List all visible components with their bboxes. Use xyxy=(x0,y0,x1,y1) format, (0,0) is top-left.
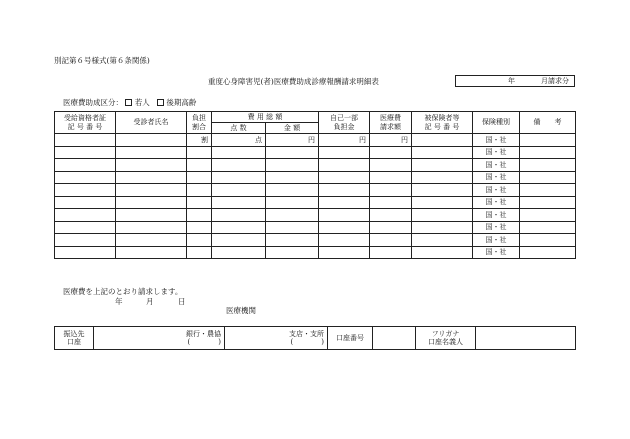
self-pay-cell[interactable] xyxy=(319,184,370,197)
date-day: 日 xyxy=(178,297,186,306)
insurance-type-cell[interactable]: 国・社 xyxy=(473,221,520,234)
table-row xyxy=(55,146,576,159)
table-row xyxy=(55,171,576,184)
hdr-insured-number: 被保険者等 記 号 番 号 xyxy=(412,112,473,134)
burden-ratio-cell[interactable] xyxy=(187,196,212,209)
insured-number-cell[interactable] xyxy=(412,171,473,184)
category-label: 医療費助成区分： xyxy=(63,98,123,107)
points-cell[interactable] xyxy=(212,196,266,209)
form-title: 重度心身障害児(者)医療費助成診療報酬請求明細表 xyxy=(208,77,379,86)
amount-cell[interactable] xyxy=(266,209,319,222)
amount-cell[interactable] xyxy=(266,159,319,172)
self-pay-cell[interactable] xyxy=(319,234,370,247)
hdr-claim-amount: 医療費 請求額 xyxy=(370,112,412,134)
insured-number-cell[interactable] xyxy=(412,159,473,172)
table-row xyxy=(55,234,576,247)
cert-number-cell[interactable] xyxy=(55,209,116,222)
claim-amount-cell[interactable] xyxy=(370,246,412,259)
insured-number-cell[interactable] xyxy=(412,196,473,209)
self-pay-cell[interactable] xyxy=(319,246,370,259)
insurance-type-cell[interactable]: 国・社 xyxy=(473,196,520,209)
remarks-cell[interactable] xyxy=(520,234,576,247)
holder-label: フリガナ 口座名義人 xyxy=(416,327,476,350)
hdr-amount: 金 額 xyxy=(266,123,319,134)
claim-amount-cell[interactable] xyxy=(370,234,412,247)
insurance-type-cell[interactable]: 国・社 xyxy=(473,146,520,159)
amount-cell[interactable] xyxy=(266,171,319,184)
transfer-label: 振込先 口座 xyxy=(55,327,94,350)
form-number: 別記第６号様式(第６条関係) xyxy=(54,56,150,65)
burden-ratio-cell[interactable] xyxy=(187,159,212,172)
self-pay-cell[interactable]: 円 xyxy=(319,134,370,147)
remarks-cell[interactable] xyxy=(520,209,576,222)
branch-field[interactable]: 支店・支所 ( ) xyxy=(225,327,328,350)
checkbox-young[interactable] xyxy=(125,99,132,106)
cert-number-cell[interactable] xyxy=(55,221,116,234)
claims-table xyxy=(54,111,576,259)
hdr-burden-ratio: 負担 割合 xyxy=(187,112,212,134)
insured-number-cell[interactable] xyxy=(412,134,473,147)
insurance-type-cell[interactable]: 国・社 xyxy=(473,134,520,147)
date-year: 年 xyxy=(115,297,123,306)
self-pay-cell[interactable] xyxy=(319,171,370,184)
amount-cell[interactable] xyxy=(266,246,319,259)
remarks-cell[interactable] xyxy=(520,221,576,234)
points-cell[interactable] xyxy=(212,146,266,159)
bank-row xyxy=(55,327,576,350)
burden-ratio-cell[interactable] xyxy=(187,171,212,184)
remarks-cell[interactable] xyxy=(520,246,576,259)
remarks-cell[interactable] xyxy=(520,134,576,147)
burden-ratio-cell[interactable] xyxy=(187,209,212,222)
hdr-insurance-type: 保険種別 xyxy=(473,112,520,134)
burden-ratio-cell[interactable]: 割 xyxy=(187,134,212,147)
amount-cell[interactable] xyxy=(266,221,319,234)
remarks-cell[interactable] xyxy=(520,171,576,184)
date-month: 月 xyxy=(146,297,154,306)
amount-cell[interactable]: 円 xyxy=(266,134,319,147)
table-row xyxy=(55,221,576,234)
claim-amount-cell[interactable] xyxy=(370,171,412,184)
insured-number-cell[interactable] xyxy=(412,146,473,159)
self-pay-cell[interactable] xyxy=(319,209,370,222)
claim-amount-cell[interactable] xyxy=(370,159,412,172)
points-cell[interactable] xyxy=(212,184,266,197)
claim-amount-cell[interactable]: 円 xyxy=(370,134,412,147)
claim-amount-cell[interactable] xyxy=(370,146,412,159)
amount-cell[interactable] xyxy=(266,196,319,209)
self-pay-cell[interactable] xyxy=(319,146,370,159)
remarks-cell[interactable] xyxy=(520,184,576,197)
checkbox-elderly[interactable] xyxy=(157,99,164,106)
bank-table xyxy=(54,326,576,350)
points-cell[interactable] xyxy=(212,209,266,222)
table-row xyxy=(55,209,576,222)
table-row xyxy=(55,134,576,147)
claim-period-box xyxy=(455,75,575,87)
points-cell[interactable] xyxy=(212,234,266,247)
patient-name-cell[interactable] xyxy=(116,246,187,259)
insured-number-cell[interactable] xyxy=(412,246,473,259)
self-pay-cell[interactable] xyxy=(319,221,370,234)
patient-name-cell[interactable] xyxy=(116,146,187,159)
insurance-type-cell[interactable]: 国・社 xyxy=(473,159,520,172)
header-row-1 xyxy=(55,112,576,123)
remarks-cell[interactable] xyxy=(520,159,576,172)
cert-number-cell[interactable] xyxy=(55,134,116,147)
insurance-type-cell[interactable]: 国・社 xyxy=(473,209,520,222)
patient-name-cell[interactable] xyxy=(116,221,187,234)
hdr-points: 点 数 xyxy=(212,123,266,134)
amount-cell[interactable] xyxy=(266,146,319,159)
claim-year-label: 年 xyxy=(508,76,515,85)
account-number-label: 口座番号 xyxy=(328,327,373,350)
self-pay-cell[interactable] xyxy=(319,196,370,209)
insured-number-cell[interactable] xyxy=(412,184,473,197)
category-opt-young: 若人 xyxy=(134,98,150,107)
hdr-remarks: 備 考 xyxy=(520,112,576,134)
points-cell[interactable] xyxy=(212,221,266,234)
claim-amount-cell[interactable] xyxy=(370,209,412,222)
cert-number-cell[interactable] xyxy=(55,146,116,159)
patient-name-cell[interactable] xyxy=(116,159,187,172)
burden-ratio-cell[interactable] xyxy=(187,246,212,259)
cert-number-cell[interactable] xyxy=(55,184,116,197)
bank-name-field[interactable]: 銀行・農協 ( ) xyxy=(94,327,225,350)
self-pay-cell[interactable] xyxy=(319,159,370,172)
insured-number-cell[interactable] xyxy=(412,234,473,247)
patient-name-cell[interactable] xyxy=(116,184,187,197)
cert-number-cell[interactable] xyxy=(55,246,116,259)
remarks-cell[interactable] xyxy=(520,146,576,159)
cert-number-cell[interactable] xyxy=(55,159,116,172)
insurance-type-cell[interactable]: 国・社 xyxy=(473,184,520,197)
burden-ratio-cell[interactable] xyxy=(187,221,212,234)
insurance-type-cell[interactable]: 国・社 xyxy=(473,171,520,184)
patient-name-cell[interactable] xyxy=(116,234,187,247)
patient-name-cell[interactable] xyxy=(116,196,187,209)
cert-number-cell[interactable] xyxy=(55,234,116,247)
insurance-type-cell[interactable]: 国・社 xyxy=(473,234,520,247)
account-number-field[interactable] xyxy=(373,327,416,350)
points-cell[interactable] xyxy=(212,246,266,259)
table-row xyxy=(55,184,576,197)
insured-number-cell[interactable] xyxy=(412,209,473,222)
cert-number-cell[interactable] xyxy=(55,196,116,209)
claim-statement: 医療費を上記のとおり請求します。 xyxy=(63,287,183,296)
amount-cell[interactable] xyxy=(266,234,319,247)
patient-name-cell[interactable] xyxy=(116,134,187,147)
hdr-self-pay: 自己一部 負担金 xyxy=(319,112,370,134)
points-cell[interactable] xyxy=(212,171,266,184)
category-row xyxy=(63,99,196,107)
burden-ratio-cell[interactable] xyxy=(187,146,212,159)
institution-label: 医療機関 xyxy=(226,306,256,315)
claim-amount-cell[interactable] xyxy=(370,221,412,234)
holder-field[interactable] xyxy=(476,327,576,350)
hdr-cert-number: 受給資格者証 記 号 番 号 xyxy=(55,112,116,134)
category-opt-elderly: 後期高齢 xyxy=(166,98,197,107)
amount-cell[interactable] xyxy=(266,184,319,197)
table-row xyxy=(55,159,576,172)
hdr-patient-name: 受診者氏名 xyxy=(116,112,187,134)
table-body xyxy=(55,134,576,259)
insurance-type-cell[interactable]: 国・社 xyxy=(473,246,520,259)
insured-number-cell[interactable] xyxy=(412,221,473,234)
burden-ratio-cell[interactable] xyxy=(187,234,212,247)
claim-amount-cell[interactable] xyxy=(370,184,412,197)
burden-ratio-cell[interactable] xyxy=(187,184,212,197)
patient-name-cell[interactable] xyxy=(116,171,187,184)
claim-amount-cell[interactable] xyxy=(370,196,412,209)
points-cell[interactable] xyxy=(212,159,266,172)
table-row xyxy=(55,246,576,259)
cert-number-cell[interactable] xyxy=(55,171,116,184)
hdr-total-cost: 費 用 総 額 xyxy=(212,112,319,123)
claim-month-label: 月請求分 xyxy=(541,76,569,85)
table-row xyxy=(55,196,576,209)
patient-name-cell[interactable] xyxy=(116,209,187,222)
remarks-cell[interactable] xyxy=(520,196,576,209)
points-cell[interactable]: 点 xyxy=(212,134,266,147)
